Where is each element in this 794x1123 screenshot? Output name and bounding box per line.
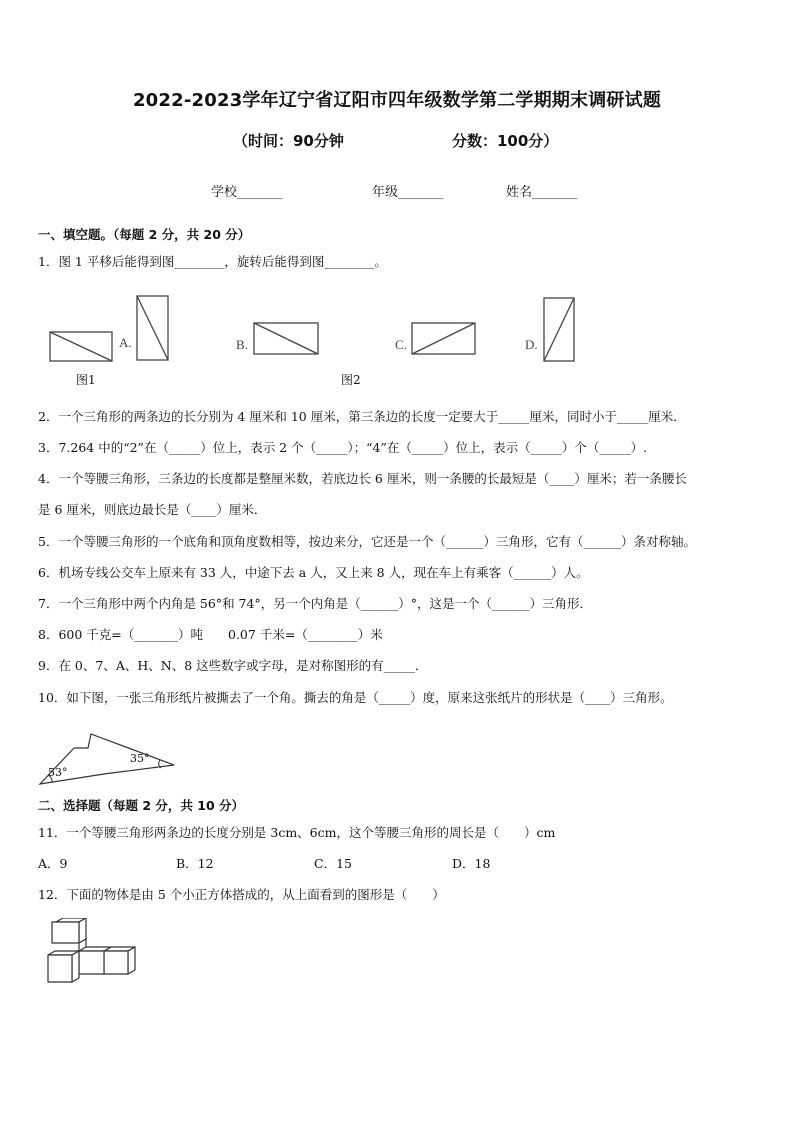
option-c-label: C. bbox=[395, 337, 407, 352]
name-field: 姓名_______ bbox=[506, 185, 578, 200]
question-7: 7．一个三角形中两个内角是 56°和 74°，另一个内角是（______）°，这是一个（______）三角形． bbox=[38, 596, 592, 611]
figure2-caption: 图2 bbox=[341, 373, 361, 387]
question-1: 1．图 1 平移后能得到图________，旋转后能得到图________。 bbox=[38, 254, 387, 269]
question-11-option-d: D．18 bbox=[452, 856, 491, 871]
angle-53-label: 53° bbox=[48, 766, 68, 779]
option-b-label: B. bbox=[236, 337, 248, 352]
question-3: 3．7.264 中的“2”在（_____）位上，表示 2 个（_____）；“4”在（_____）位上，表示（_____）个（_____）. bbox=[38, 440, 648, 455]
cube-top bbox=[52, 918, 86, 943]
question-11-option-a: A．9 bbox=[38, 856, 68, 871]
option-c-diagonal bbox=[412, 323, 475, 354]
option-d-label: D. bbox=[525, 337, 538, 352]
angle-35-label: 35° bbox=[130, 752, 150, 765]
cube-bottom-right bbox=[104, 947, 135, 974]
question-10-figure bbox=[36, 728, 181, 788]
grade-field: 年级_______ bbox=[372, 185, 444, 200]
question-5: 5．一个等腰三角形的一个底角和顶角度数相等，按边来分，它还是一个（______）三角形，它有（______）条对称轴。 bbox=[38, 534, 696, 549]
option-a-label: A. bbox=[119, 335, 132, 350]
option-a-diagonal bbox=[137, 296, 168, 360]
question-8: 8．600 千克=（_______）吨 0.07 千米=（________）米 bbox=[38, 627, 383, 642]
option-d-diagonal bbox=[544, 298, 574, 361]
exam-score: 分数：100分） bbox=[452, 132, 559, 150]
question-2: 2．一个三角形的两条边的长分别为 4 厘米和 10 厘米，第三条边的长度一定要大于_____厘米，同时小于_____厘米． bbox=[38, 409, 686, 424]
exam-time: （时间：90分钟 bbox=[233, 132, 344, 150]
figure1-diagonal bbox=[50, 332, 112, 361]
question-9: 9．在 0、7、A、H、N、8 这些数字或字母，是对称图形的有_____． bbox=[38, 658, 428, 673]
figure1-caption: 图1 bbox=[76, 373, 96, 387]
question-10: 10．如下图，一张三角形纸片被撕去了一个角。撕去的角是（_____）度，原来这张纸片的形状是（____）三角形。 bbox=[38, 690, 673, 705]
section-fill-in: 一、填空题。（每题 2 分，共 20 分） bbox=[38, 227, 251, 242]
cube-bottom-left bbox=[48, 951, 79, 982]
question-12-cubes-figure bbox=[44, 918, 139, 988]
question-6: 6．机场专线公交车上原来有 33 人，中途下去 a 人，又上来 8 人，现在车上有乘客（______）人。 bbox=[38, 565, 589, 580]
question-11: 11．一个等腰三角形两条边的长度分别是 3cm、6cm，这个等腰三角形的周长是（ ）cm bbox=[38, 825, 556, 840]
question-12: 12．下面的物体是由 5 个小正方体搭成的，从上面看到的图形是（ ） bbox=[38, 887, 445, 902]
question-11-option-c: C．15 bbox=[314, 856, 352, 871]
page-title: 2022-2023学年辽宁省辽阳市四年级数学第二学期期末调研试题 bbox=[132, 90, 662, 111]
option-b-diagonal bbox=[254, 323, 318, 354]
question-4-line2: 是 6 厘米，则底边最长是（____）厘米． bbox=[38, 502, 267, 517]
school-field: 学校_______ bbox=[211, 185, 283, 200]
question-11-option-b: B．12 bbox=[176, 856, 214, 871]
section-choice: 二、选择题（每题 2 分，共 10 分） bbox=[38, 798, 245, 813]
question-4-line1: 4．一个等腰三角形，三条边的长度都是整厘米数，若底边长 6 厘米，则一条腰的长最短是（____）厘米；若一条腰长 bbox=[38, 471, 687, 486]
